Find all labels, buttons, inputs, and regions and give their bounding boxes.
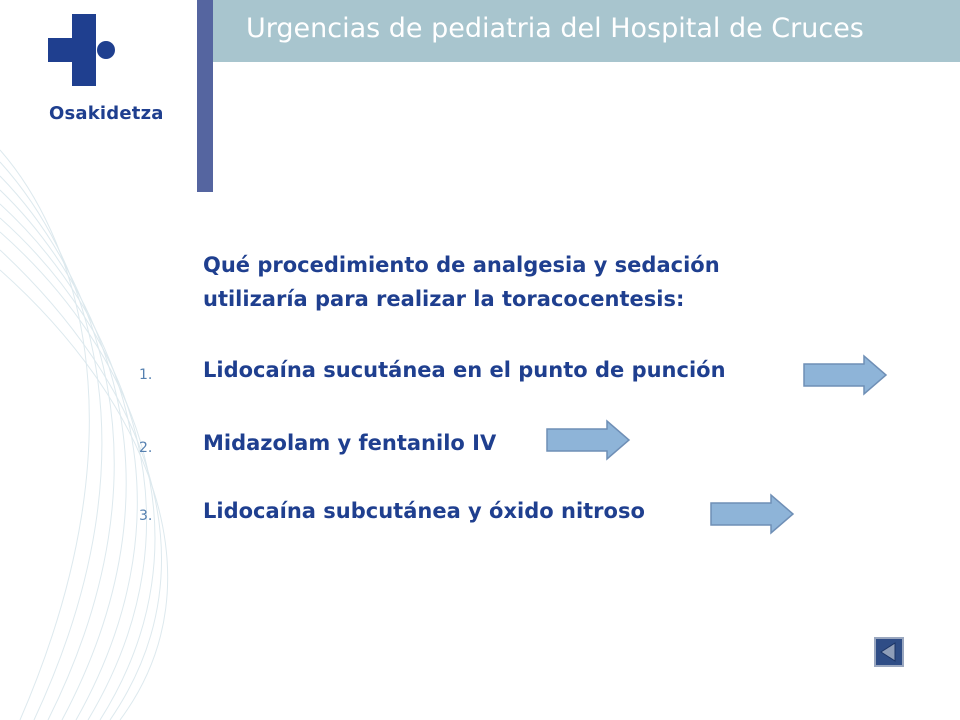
logo-wordmark: Osakidetza	[49, 103, 164, 124]
side-accent-bar	[197, 0, 213, 192]
option-1-number: 1.	[139, 367, 153, 383]
slide-title: Urgencias de pediatria del Hospital de Cruces	[246, 13, 864, 44]
option-3-number: 3.	[139, 508, 153, 524]
right-arrow-icon[interactable]	[709, 493, 795, 535]
option-3-label: Lidocaína subcutánea y óxido nitroso	[203, 499, 645, 523]
question-line-1: Qué procedimiento de analgesia y sedación	[203, 253, 720, 277]
back-triangle-icon	[876, 639, 902, 665]
osakidetza-logo-icon	[48, 14, 120, 86]
back-nav-button[interactable]	[874, 637, 904, 667]
right-arrow-icon[interactable]	[545, 419, 631, 461]
option-2-number: 2.	[139, 440, 153, 456]
option-2-label: Midazolam y fentanilo IV	[203, 431, 497, 455]
right-arrow-icon[interactable]	[802, 354, 888, 396]
question-line-2: utilizaría para realizar la toracocentesis:	[203, 287, 685, 311]
question-text	[203, 248, 823, 316]
option-1-label: Lidocaína sucutánea en el punto de punción	[203, 358, 726, 382]
